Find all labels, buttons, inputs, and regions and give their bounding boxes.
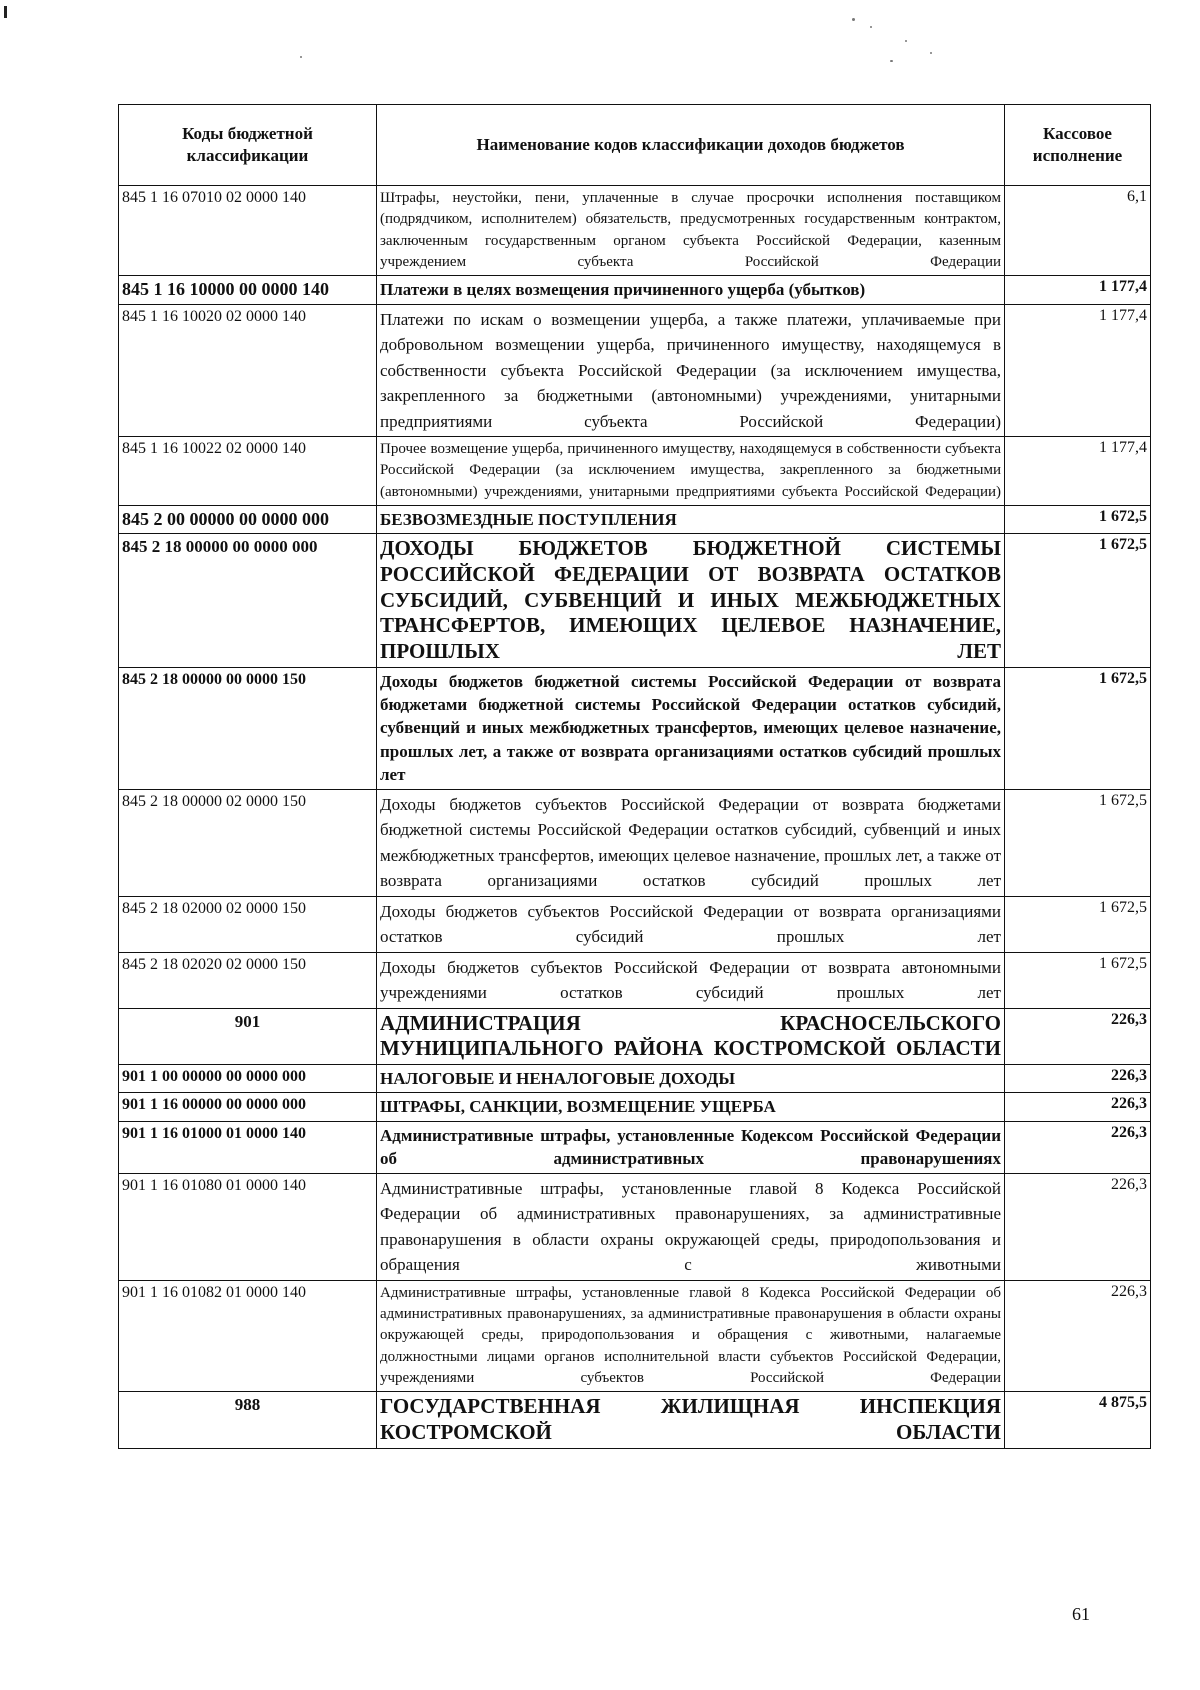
table-row <box>119 437 1151 506</box>
row-code: 988 <box>119 1392 377 1448</box>
row-amount: 1 672,5 <box>1005 506 1151 534</box>
table-row <box>119 789 1151 896</box>
page-number: 61 <box>1072 1604 1090 1624</box>
row-code: 845 2 18 00000 00 0000 150 <box>119 667 377 789</box>
table-row <box>119 1008 1151 1064</box>
row-code: 901 1 16 01080 01 0000 140 <box>119 1173 377 1280</box>
table-row <box>119 667 1151 789</box>
column-header-code: Коды бюджетной классификации <box>119 105 377 186</box>
table-row <box>119 1280 1151 1391</box>
row-name: Доходы бюджетов субъектов Российской Федерации от возврата организациями остатков субсидий прошлых лет <box>377 896 1005 952</box>
row-amount: 226,3 <box>1005 1008 1151 1064</box>
row-code: 845 2 00 00000 00 0000 000 <box>119 506 377 534</box>
row-code: 845 2 18 02000 02 0000 150 <box>119 896 377 952</box>
row-amount: 1 177,4 <box>1005 276 1151 304</box>
scan-tick-mark <box>4 6 7 18</box>
row-name: Доходы бюджетов бюджетной системы Российской Федерации от возврата бюджетами бюджетной системы Российской Федерации остатков субсидий, субвенций и иных межбюджетных трансфертов, имеющих целевое назначение, прошлых лет, а также от возврата организациями остатков субсидий прошлых лет <box>377 667 1005 789</box>
row-code: 845 1 16 10022 02 0000 140 <box>119 437 377 506</box>
row-name: ШТРАФЫ, САНКЦИИ, ВОЗМЕЩЕНИЕ УЩЕРБА <box>377 1093 1005 1121</box>
row-code: 845 2 18 00000 00 0000 000 <box>119 534 377 667</box>
row-code: 901 1 00 00000 00 0000 000 <box>119 1065 377 1093</box>
row-amount: 226,3 <box>1005 1093 1151 1121</box>
row-amount: 1 672,5 <box>1005 789 1151 896</box>
row-name: Доходы бюджетов субъектов Российской Федерации от возврата автономными учреждениями остатков субсидий прошлых лет <box>377 952 1005 1008</box>
row-amount: 1 672,5 <box>1005 534 1151 667</box>
column-header-name: Наименование кодов классификации доходов бюджетов <box>377 105 1005 186</box>
row-amount: 6,1 <box>1005 186 1151 276</box>
row-code: 845 2 18 00000 02 0000 150 <box>119 789 377 896</box>
row-amount: 1 177,4 <box>1005 437 1151 506</box>
row-name: Штрафы, неустойки, пени, уплаченные в случае просрочки исполнения поставщиком (подрядчиком, исполнителем) обязательств, предусмотренных государственным контрактом, заключенным государственным органом субъекта Российской Федерации, казенным учреждением субъекта Российской Федерации <box>377 186 1005 276</box>
row-amount: 226,3 <box>1005 1065 1151 1093</box>
table-row <box>119 186 1151 276</box>
table-row <box>119 506 1151 534</box>
table-row <box>119 1392 1151 1448</box>
row-code: 845 2 18 02020 02 0000 150 <box>119 952 377 1008</box>
row-name: ГОСУДАРСТВЕННАЯ ЖИЛИЩНАЯ ИНСПЕКЦИЯ КОСТРОМСКОЙ ОБЛАСТИ <box>377 1392 1005 1448</box>
row-amount: 226,3 <box>1005 1280 1151 1391</box>
row-amount: 4 875,5 <box>1005 1392 1151 1448</box>
row-code: 845 1 16 07010 02 0000 140 <box>119 186 377 276</box>
row-name: НАЛОГОВЫЕ И НЕНАЛОГОВЫЕ ДОХОДЫ <box>377 1065 1005 1093</box>
row-name: Административные штрафы, установленные Кодексом Российской Федерации об административных правонарушениях <box>377 1121 1005 1173</box>
row-amount: 1 672,5 <box>1005 896 1151 952</box>
table-row <box>119 534 1151 667</box>
table-row <box>119 304 1151 437</box>
row-code: 901 <box>119 1008 377 1064</box>
table-header-row <box>119 105 1151 186</box>
table-row <box>119 1065 1151 1093</box>
row-name: Платежи в целях возмещения причиненного ущерба (убытков) <box>377 276 1005 304</box>
column-header-amount: Кассовое исполнение <box>1005 105 1151 186</box>
row-amount: 226,3 <box>1005 1173 1151 1280</box>
row-code: 845 1 16 10000 00 0000 140 <box>119 276 377 304</box>
table-row <box>119 1173 1151 1280</box>
row-code: 901 1 16 01082 01 0000 140 <box>119 1280 377 1391</box>
row-name: БЕЗВОЗМЕЗДНЫЕ ПОСТУПЛЕНИЯ <box>377 506 1005 534</box>
table-row <box>119 1093 1151 1121</box>
row-amount: 226,3 <box>1005 1121 1151 1173</box>
row-name: АДМИНИСТРАЦИЯ КРАСНОСЕЛЬСКОГО МУНИЦИПАЛЬНОГО РАЙОНА КОСТРОМСКОЙ ОБЛАСТИ <box>377 1008 1005 1064</box>
row-amount: 1 672,5 <box>1005 952 1151 1008</box>
budget-classification-table <box>118 104 1151 1449</box>
row-name: Платежи по искам о возмещении ущерба, а также платежи, уплачиваемые при добровольном возмещении ущерба, причиненного имуществу, находящемуся в собственности субъекта Российской Федерации (за исключением имущества, закрепленного за бюджетными (автономными) учреждениями, унитарными предприятиями субъекта Российской Федерации) <box>377 304 1005 437</box>
row-name: Административные штрафы, установленные главой 8 Кодекса Российской Федерации об административных правонарушениях, за административные правонарушения в области охраны окружающей среды, природопользования и обращения с животными, налагаемые должностными лицами органов исполнительной власти субъектов Российской Федерации, учреждениями субъектов Российской Федерации <box>377 1280 1005 1391</box>
table-row <box>119 952 1151 1008</box>
row-code: 845 1 16 10020 02 0000 140 <box>119 304 377 437</box>
row-code: 901 1 16 01000 01 0000 140 <box>119 1121 377 1173</box>
row-name: Административные штрафы, установленные главой 8 Кодекса Российской Федерации об административных правонарушениях, за административные правонарушения в области охраны окружающей среды, природопользования и обращения с животными <box>377 1173 1005 1280</box>
row-name: Доходы бюджетов субъектов Российской Федерации от возврата бюджетами бюджетной системы Российской Федерации остатков субсидий, субвенций и иных межбюджетных трансфертов, имеющих целевое назначение, прошлых лет, а также от возврата организациями остатков субсидий прошлых лет <box>377 789 1005 896</box>
row-amount: 1 672,5 <box>1005 667 1151 789</box>
table-row <box>119 276 1151 304</box>
row-amount: 1 177,4 <box>1005 304 1151 437</box>
table-row <box>119 896 1151 952</box>
row-name: ДОХОДЫ БЮДЖЕТОВ БЮДЖЕТНОЙ СИСТЕМЫ РОССИЙСКОЙ ФЕДЕРАЦИИ ОТ ВОЗВРАТА ОСТАТКОВ СУБСИДИЙ, СУБВЕНЦИЙ И ИНЫХ МЕЖБЮДЖЕТНЫХ ТРАНСФЕРТОВ, ИМЕЮЩИХ ЦЕЛЕВОЕ НАЗНАЧЕНИЕ, ПРОШЛЫХ ЛЕТ <box>377 534 1005 667</box>
table-row <box>119 1121 1151 1173</box>
row-code: 901 1 16 00000 00 0000 000 <box>119 1093 377 1121</box>
row-name: Прочее возмещение ущерба, причиненного имуществу, находящемуся в собственности субъекта Российской Федерации (за исключением имущества, закрепленного за бюджетными (автономными) учреждениями, унитарными предприятиями субъекта Российской Федерации) <box>377 437 1005 506</box>
